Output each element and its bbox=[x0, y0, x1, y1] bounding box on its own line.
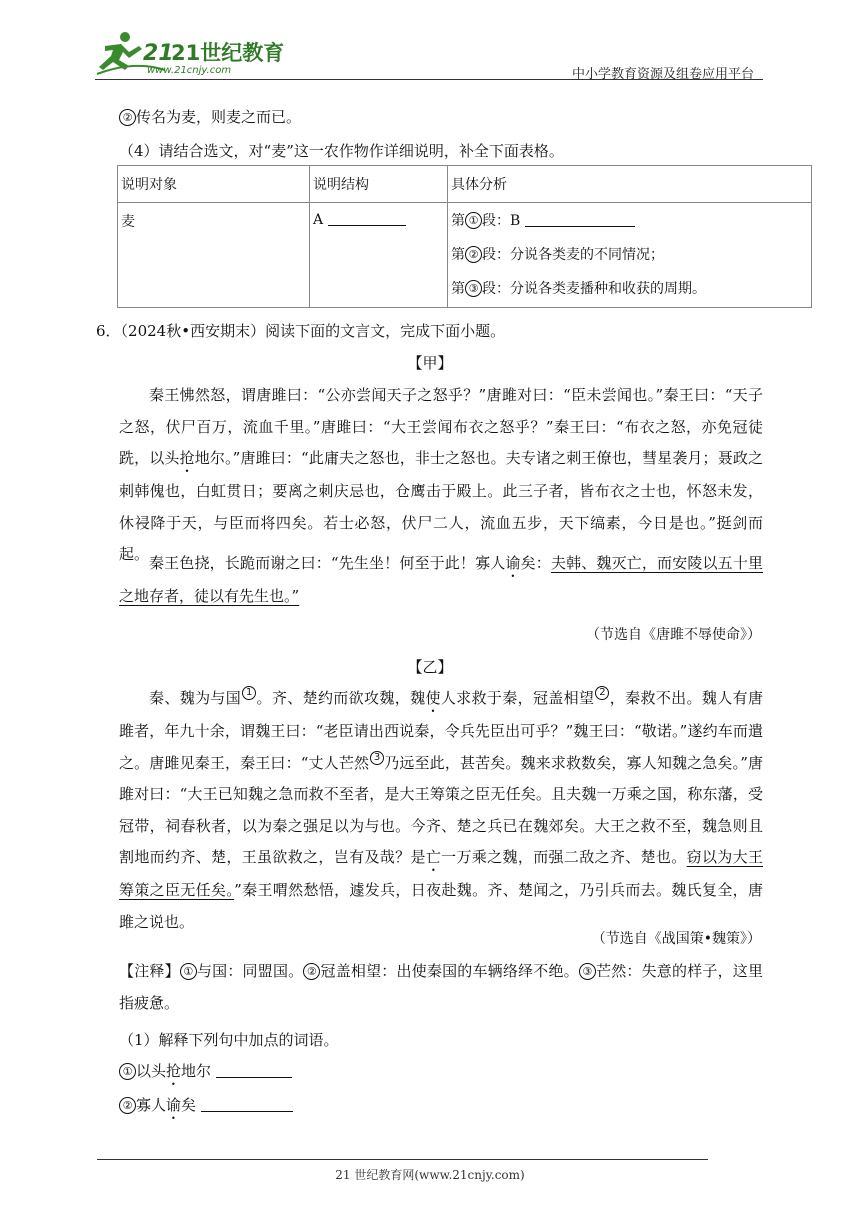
passage-jia-p1: 秦王怫然怒，谓唐雎曰：“公亦尝闻天子之怒乎？”唐雎对曰：“臣未尝闻也。”秦王曰：“天子之怒，伏尸百万，流血千里。”唐雎曰：“大王尝闻布衣之怒乎？”秦王曰：“布衣之怒，亦免冠徒跣，以头抢地尔。”唐雎曰：“此庸夫之怒也，非士之怒也。夫专诸之刺王僚也，彗星袭月；聂政之刺韩傀也，白虹贯日；要离之刺庆忌也，仓鹰击于殿上。此三子者，皆布衣之士也，怀怒未发，休祲降于天，与臣而将四矣。若士必怒，伏尸二人，流血五步，天下缟素，今日是也。”挺剑而起。 bbox=[119, 386, 763, 563]
table-header-cell: 具体分析 bbox=[448, 166, 812, 203]
analysis-line: 第 ① 段：B bbox=[451, 211, 808, 245]
vocab-item-2: ② 寡人谕矣 bbox=[119, 1094, 293, 1123]
q3-item-2: ② 传名为麦，则麦之而已。 bbox=[119, 106, 301, 127]
svg-text:21: 21 bbox=[143, 41, 174, 66]
table-cell-analysis bbox=[448, 203, 812, 308]
site-logo bbox=[95, 30, 295, 76]
table-header-row bbox=[118, 166, 812, 203]
passage-jia-heading: 【甲】 bbox=[407, 354, 453, 372]
explanation-table bbox=[117, 165, 812, 308]
table-header-cell: 说明对象 bbox=[118, 166, 310, 203]
svg-text:21世纪教育: 21世纪教育 bbox=[171, 41, 285, 65]
passage-yi-p1: 秦、魏为与国 1 。齐、楚约而欲攻魏，魏使人求救于秦，冠盖相望 2 ，秦救不出。魏人有唐雎者，年九十余，谓魏王曰：“老臣请出西说秦，令兵先臣出可乎？”魏王曰：“敬诺。”遂约车而遣之。唐雎见秦王，秦王曰：“丈人芒然 3 乃远至此，甚苦矣。魏来求救数矣，寡人知魏之急矣。”唐雎对曰：“大王已知魏之急而救不至者，是大王筹策之臣无任矣。且夫魏一万乘之国，称东藩，受冠带，祠春秋者，以为秦之强足以为与也。今齐、楚之兵已在魏郊矣。大王之救不至，魏急则且割地而约齐、楚，王虽欲救之，岂有及哉？是亡一万乘之魏，而强二敌之齐、楚也。窃以为大王筹策之臣无任矣。”秦王喟然愁悟，遽发兵，日夜赴魏。齐、楚闻之，乃引兵而去。魏氏复全，唐雎之说也。 bbox=[119, 687, 764, 931]
sub-question-1: （1）解释下列句中加点的词语。 bbox=[119, 1031, 339, 1049]
q4-prompt: （4）请结合选文，对“麦”这一农作物作详细说明，补全下面表格。 bbox=[119, 142, 564, 160]
table-header-cell: 说明结构 bbox=[310, 166, 448, 203]
passage-jia-p2: 秦王色挠，长跪而谢之曰：“先生坐！何至于此！寡人谕矣：夫韩、魏灭亡，而安陵以五十里之地存者，徒以有先生也。” bbox=[119, 554, 763, 605]
annotation-notes: 【注释】 ① 与国：同盟国。 ② 冠盖相望：出使秦国的车辆络绎不绝。 ③ 芒然：失意的样子，这里指疲惫。 bbox=[119, 962, 763, 1012]
table-cell-structure: A bbox=[310, 203, 448, 308]
analysis-line: 第 ③ 段：分说各类麦播种和收获的周期。 bbox=[451, 281, 706, 297]
header-divider bbox=[95, 79, 763, 80]
footer-text: 21 世纪教育网(www.21cnjy.com) bbox=[335, 1168, 525, 1182]
analysis-line: 第 ② 段：分说各类麦的不同情况； bbox=[451, 247, 664, 263]
answer-blank-2[interactable] bbox=[201, 1097, 293, 1112]
page-header bbox=[95, 30, 760, 80]
passage-yi-source: （节选自《战国策•魏策》） bbox=[591, 931, 761, 947]
table-row bbox=[118, 203, 812, 308]
answer-blank-a[interactable] bbox=[328, 211, 406, 226]
table-cell-object: 麦 bbox=[118, 203, 310, 308]
passage-jia-source: （节选自《唐雎不辱使命》） bbox=[586, 627, 761, 643]
platform-name: 中小学教育资源及组卷应用平台 bbox=[571, 67, 754, 82]
passage-yi-heading: 【乙】 bbox=[407, 658, 453, 676]
question-6-title: 6．（2024秋•西安期末）阅读下面的文言文，完成下面小题。 bbox=[96, 322, 506, 340]
answer-blank-b[interactable] bbox=[525, 212, 635, 227]
answer-blank-1[interactable] bbox=[216, 1063, 292, 1078]
vocab-item-1: ① 以头抢地尔 bbox=[119, 1060, 292, 1089]
svg-text:www.21cnjy.com: www.21cnjy.com bbox=[147, 65, 232, 76]
footer-divider bbox=[97, 1159, 708, 1160]
